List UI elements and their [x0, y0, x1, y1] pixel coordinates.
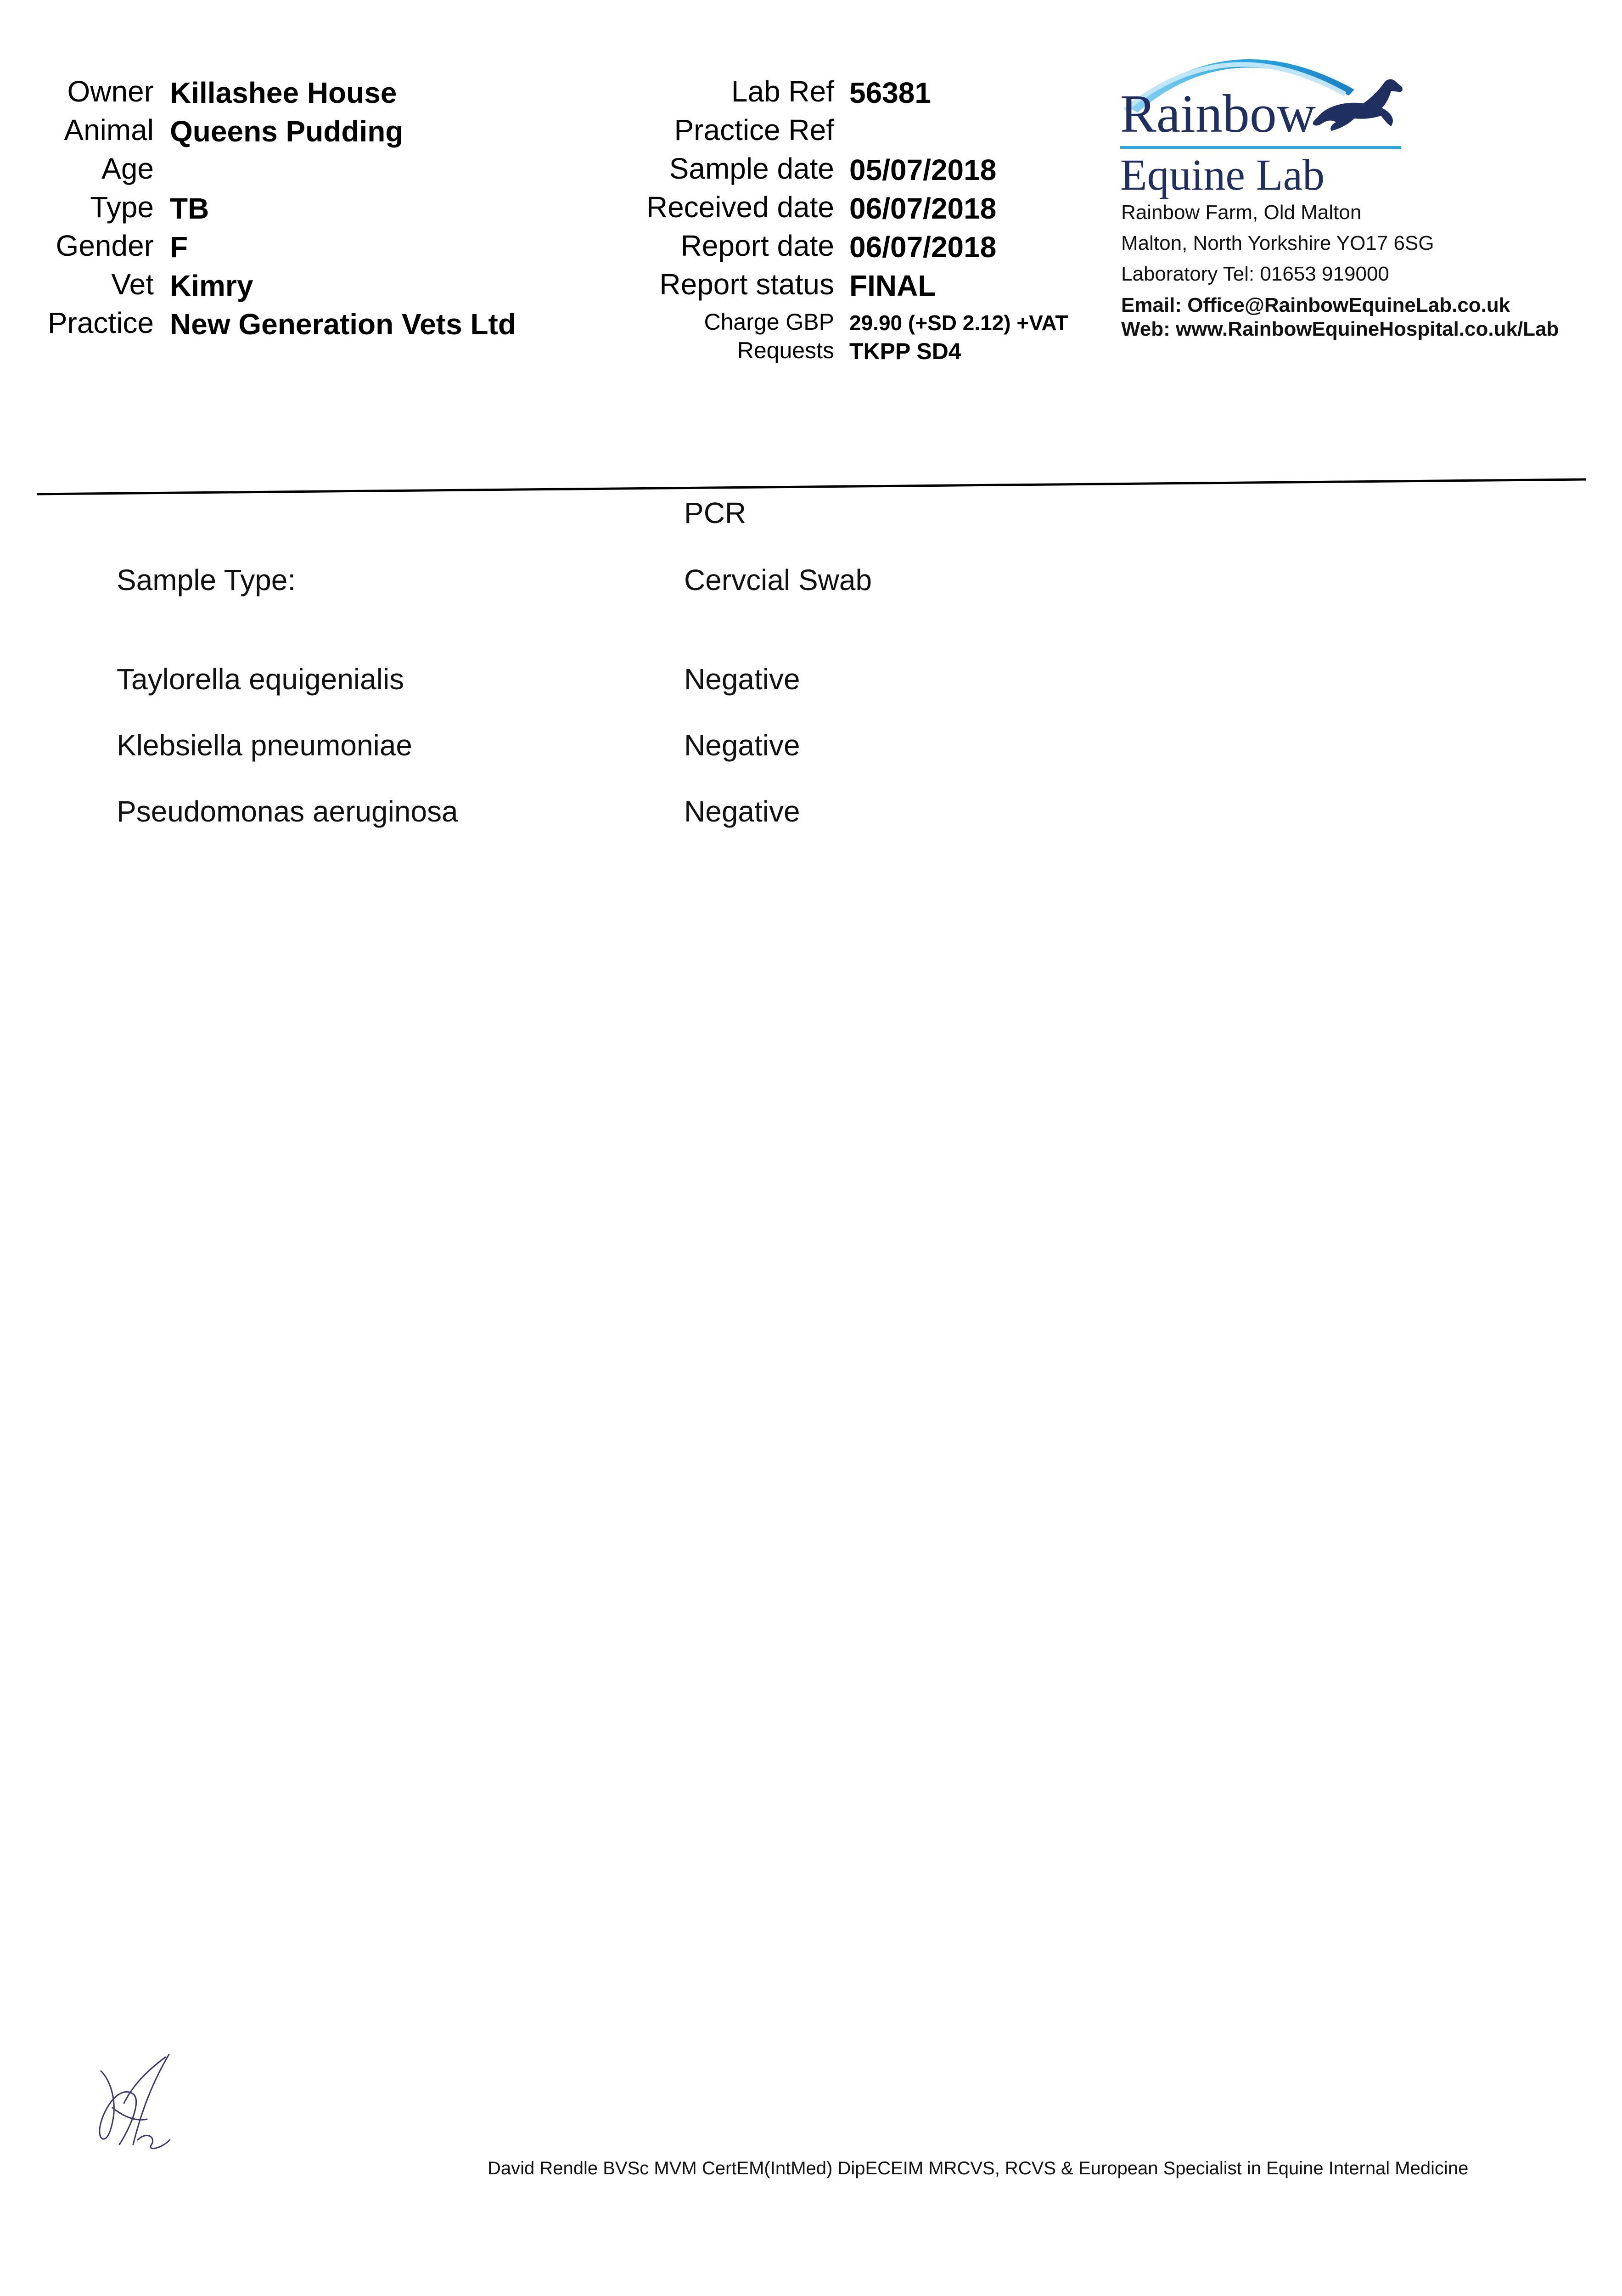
- type-value: TB: [170, 192, 209, 225]
- result-value: Negative: [684, 729, 800, 762]
- age-label: Age: [101, 152, 154, 185]
- requests-label: Requests: [737, 338, 834, 363]
- charge-label: Charge GBP: [704, 309, 834, 335]
- lab-telephone: Laboratory Tel: 01653 919000: [1121, 263, 1389, 285]
- address-line-2: Malton, North Yorkshire YO17 6SG: [1121, 232, 1434, 254]
- test-name: PCR: [684, 496, 746, 529]
- sample-date-label: Sample date: [669, 152, 834, 185]
- type-label: Type: [90, 191, 154, 224]
- result-organism: Klebsiella pneumoniae: [117, 729, 412, 762]
- signatory-credentials: David Rendle BVSc MVM CertEM(IntMed) DipECEIM MRCVS, RCVS & European Specialist in Equine Internal Medicine: [488, 2158, 1469, 2178]
- logo-name: Rainbow: [1120, 84, 1316, 144]
- report-date-value: 06/07/2018: [849, 231, 997, 264]
- lab-email[interactable]: Email: Office@RainbowEquineLab.co.uk: [1121, 294, 1510, 316]
- report-date-label: Report date: [680, 229, 834, 262]
- received-date-value: 06/07/2018: [849, 192, 997, 225]
- handwritten-signature-icon: [92, 2053, 193, 2163]
- practice-ref-label: Practice Ref: [674, 113, 834, 146]
- lab-ref-value: 56381: [849, 76, 931, 109]
- received-date-label: Received date: [646, 191, 834, 224]
- header-divider: [0, 468, 1622, 496]
- gender-value: F: [170, 231, 188, 264]
- vet-label: Vet: [111, 268, 154, 301]
- sample-type-label: Sample Type:: [117, 563, 296, 597]
- practice-label: Practice: [47, 306, 154, 339]
- report-status-value: FINAL: [849, 269, 936, 302]
- lab-website[interactable]: Web: www.RainbowEquineHospital.co.uk/Lab: [1121, 318, 1559, 340]
- logo-subtitle: Equine Lab: [1120, 150, 1325, 199]
- owner-value: Killashee House: [170, 76, 397, 109]
- animal-value: Queens Pudding: [170, 115, 404, 148]
- animal-label: Animal: [64, 113, 154, 146]
- charge-value: 29.90 (+SD 2.12) +VAT: [849, 311, 1068, 335]
- result-value: Negative: [684, 795, 800, 828]
- sample-type-value: Cervcial Swab: [684, 563, 872, 597]
- sample-date-value: 05/07/2018: [849, 153, 997, 186]
- result-value: Negative: [684, 663, 800, 696]
- vet-value: Kimry: [170, 269, 253, 302]
- address-line-1: Rainbow Farm, Old Malton: [1121, 201, 1362, 224]
- report-status-label: Report status: [659, 268, 834, 301]
- requests-value: TKPP SD4: [849, 338, 961, 364]
- logo-underline: [1120, 146, 1401, 149]
- gender-label: Gender: [56, 229, 154, 262]
- result-organism: Pseudomonas aeruginosa: [117, 795, 458, 828]
- lab-ref-label: Lab Ref: [731, 75, 834, 108]
- practice-value: New Generation Vets Ltd: [170, 308, 516, 341]
- result-organism: Taylorella equigenialis: [117, 663, 404, 696]
- owner-label: Owner: [67, 75, 154, 108]
